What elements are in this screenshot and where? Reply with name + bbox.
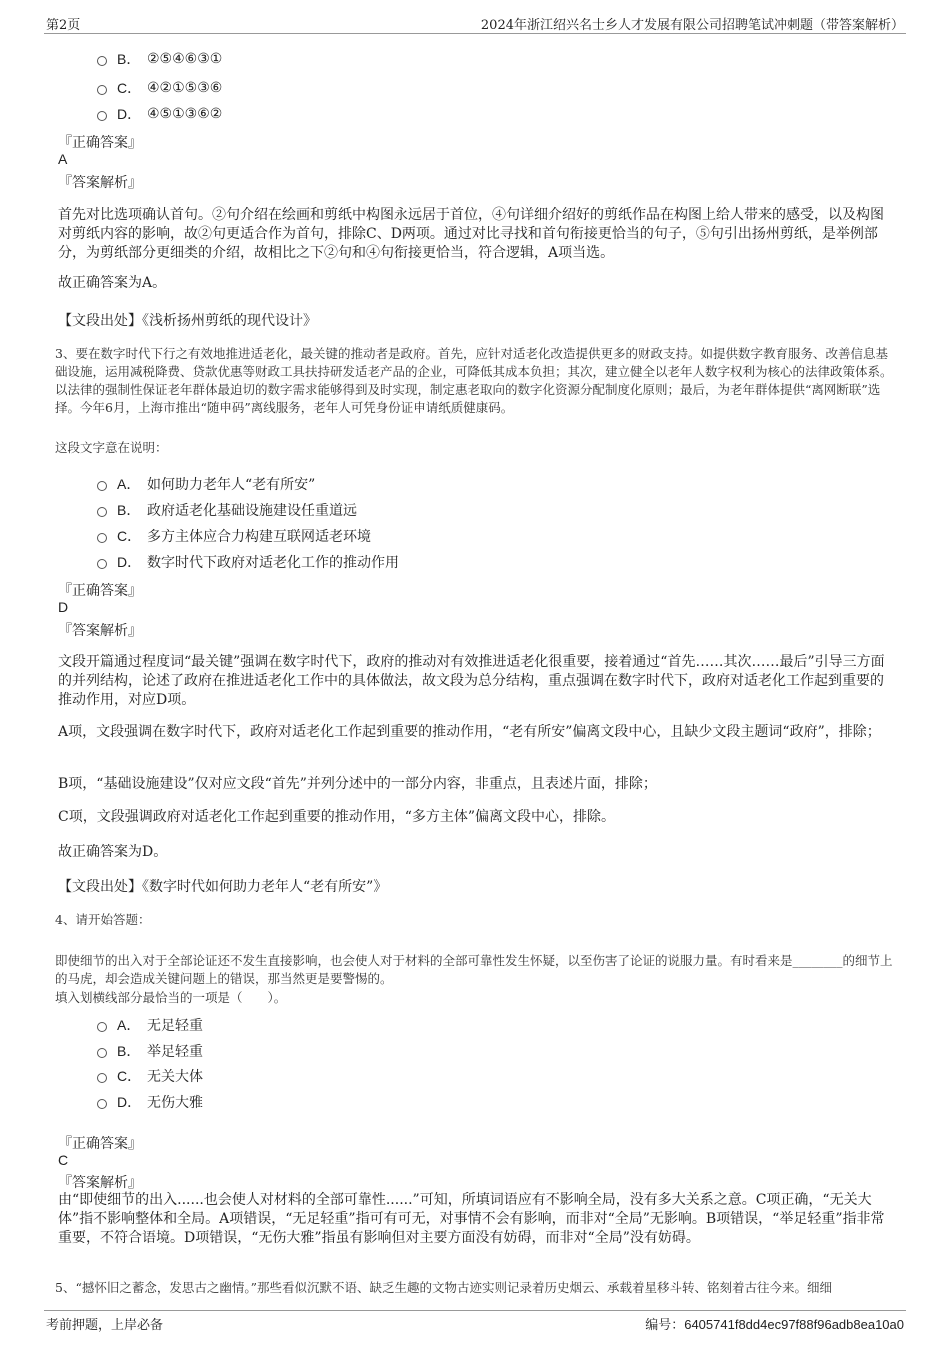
- q3-option-a[interactable]: [97, 474, 315, 494]
- radio-icon[interactable]: [97, 111, 107, 121]
- option-letter: C．: [117, 528, 142, 544]
- q3-answer-label: 『正确答案』: [58, 583, 142, 599]
- option-text: ④②①⑤③⑥: [147, 80, 223, 96]
- q3-option-b[interactable]: [97, 500, 357, 520]
- q3-analysis-para: 文段开篇通过程度词“最关键”强调在数字时代下，政府的推动对有效推进适老化很重要，接着通过“首先……其次……最后”引导三方面的并列结构，论述了政府在推进适老化工作中的具体做法，故文段为总分结构，重点强调在数字时代下，政府对适老化工作起到重要的推动作用，对应D项。: [58, 654, 885, 708]
- radio-icon[interactable]: [97, 1073, 107, 1083]
- radio-icon[interactable]: [97, 533, 107, 543]
- option-text: 无关大体: [147, 1069, 203, 1085]
- footer-code-label: 编号：: [645, 1318, 685, 1333]
- q4-answer: C: [58, 1152, 69, 1168]
- q4-answer-label: 『正确答案』: [58, 1136, 142, 1152]
- option-letter: B．: [117, 502, 141, 518]
- q3-answer: D: [58, 599, 69, 615]
- radio-icon[interactable]: [97, 1099, 107, 1109]
- q2-option-c[interactable]: [97, 78, 222, 98]
- q4-analysis: 由“即使细节的出入......也会使人对材料的全部可靠性......”可知，所填词语应有不影响全局，没有多大关系之意。C项正确，“无关大体”指不影响整体和全局。A项错误，“无足轻重”指可有可无，对事情不会有影响，而非对“全局”无影响。B项错误，“举足轻重”指非常重要，不符合语境。D项错误，“无伤大雅”指虽有影响但对主要方面没有妨碍，而非对“全局”没有妨碍。: [58, 1192, 885, 1246]
- q2-conclusion: 故正确答案为A。: [58, 275, 167, 291]
- q3-option-c[interactable]: [97, 526, 371, 546]
- q3-analysis-para: A项，文段强调在数字时代下，政府对适老化工作起到重要的推动作用，“老有所安”偏离文段中心，且缺少文段主题词“政府”，排除；: [58, 724, 881, 740]
- option-text: ②⑤④⑥③①: [147, 51, 223, 67]
- q2-analysis: 首先对比选项确认首句。②句介绍在绘画和剪纸中构图永远居于首位，④句详细介绍好的剪纸作品在构图上给人带来的感受，以及构图对剪纸内容的影响，故②句更适合作为首句，排除C、D两项。通过对比寻找和首句衔接更恰当的句子，⑤句引出扬州剪纸，是举例部分，为剪纸部分更细类的介绍，故相比之下②句和④句衔接更恰当，符合逻辑，A项当选。: [58, 207, 884, 261]
- document-title: 2024年浙江绍兴名士乡人才发展有限公司招聘笔试冲刺题（带答案解析）: [480, 18, 904, 33]
- radio-icon[interactable]: [97, 507, 107, 517]
- option-letter: C．: [117, 80, 142, 96]
- radio-icon[interactable]: [97, 559, 107, 569]
- option-text: 如何助力老年人“老有所安”: [147, 477, 316, 493]
- q3-analysis-para: C项，文段强调政府对适老化工作起到重要的推动作用，“多方主体”偏离文段中心，排除。: [58, 809, 616, 825]
- footer-divider: [44, 1310, 906, 1311]
- option-letter: A．: [117, 476, 141, 492]
- q3-analysis-label: 『答案解析』: [58, 623, 142, 639]
- q4-question: 填入划横线部分最恰当的一项是（ ）。: [55, 990, 287, 1005]
- footer-code: [645, 1314, 904, 1333]
- option-letter: B．: [117, 51, 141, 67]
- option-letter: A．: [117, 1017, 141, 1033]
- q4-option-d[interactable]: [97, 1092, 203, 1112]
- option-letter: D．: [117, 106, 142, 122]
- option-letter: C．: [117, 1068, 142, 1084]
- option-text: 多方主体应合力构建互联网适老环境: [147, 529, 371, 545]
- q2-answer: A: [58, 151, 68, 167]
- q4-intro: 4、请开始答题：: [55, 912, 151, 927]
- q2-answer-label: 『正确答案』: [58, 135, 142, 151]
- q4-option-b[interactable]: [97, 1041, 203, 1061]
- radio-icon[interactable]: [97, 56, 107, 66]
- option-letter: B．: [117, 1043, 141, 1059]
- q4-option-c[interactable]: [97, 1066, 203, 1086]
- option-text: 无伤大雅: [147, 1095, 203, 1111]
- radio-icon[interactable]: [97, 1022, 107, 1032]
- option-text: 数字时代下政府对适老化工作的推动作用: [147, 555, 399, 571]
- radio-icon[interactable]: [97, 1048, 107, 1058]
- q2-source: 【文段出处】《浅析扬州剪纸的现代设计》: [58, 313, 317, 329]
- option-text: 政府适老化基础设施建设任重道远: [147, 503, 357, 519]
- q3-option-d[interactable]: [97, 552, 399, 572]
- q3-conclusion: 故正确答案为D。: [58, 844, 168, 860]
- footer-slogan: 考前押题，上岸必备: [46, 1318, 164, 1333]
- option-letter: D．: [117, 1094, 142, 1110]
- q3-question: 这段文字意在说明：: [55, 440, 168, 455]
- option-text: ④⑤①③⑥②: [147, 106, 223, 122]
- option-text: 举足轻重: [147, 1044, 203, 1060]
- q3-source: 【文段出处】《数字时代如何助力老年人“老有所安”》: [58, 879, 388, 895]
- footer-code-value: 6405741f8dd4ec97f88f96adb8ea10a0: [684, 1317, 904, 1332]
- q2-option-d[interactable]: [97, 104, 222, 124]
- q4-option-a[interactable]: [97, 1015, 203, 1035]
- option-letter: D．: [117, 554, 142, 570]
- page-number: 第2页: [46, 18, 81, 33]
- option-text: 无足轻重: [147, 1018, 203, 1034]
- q5-stem: 5、“撼怀旧之蓄念，发思古之幽情。”那些看似沉默不语、缺乏生趣的文物古迹实则记录着历史烟云、承载着星移斗转、铭刻着古往今来。细细: [55, 1280, 832, 1295]
- q4-analysis-label: 『答案解析』: [58, 1175, 142, 1191]
- radio-icon[interactable]: [97, 85, 107, 95]
- q2-option-b[interactable]: [97, 49, 222, 69]
- q3-stem: 3、要在数字时代下行之有效地推进适老化，最关键的推动者是政府。首先，应针对适老化改造提供更多的财政支持。如提供数字教育服务、改善信息基础设施，运用减税降费、贷款优惠等财政工具扶持研发适老产品的企业，可降低其成本负担；其次，建立健全以老年人数字权利为核心的法律政策体系。以法律的强制性保证老年群体最迫切的数字需求能够得到及时实现，制定惠老取向的数字化资源分配制度化原则；最后，为老年群体提供“离网断联”选择。今年6月，上海市推出“随申码”离线服务，老年人可凭身份证申请纸质健康码。: [55, 346, 893, 415]
- q4-stem: 即使细节的出入对于全部论证还不发生直接影响，也会使人对于材料的全部可靠性发生怀疑，以至伤害了论证的说服力量。有时看来是________的细节上的马虎，却会造成关键问题上的错误，那当然更是要警惕的。: [55, 953, 893, 986]
- q3-analysis-para: B项，“基础设施建设”仅对应文段“首先”并列分述中的一部分内容，非重点，且表述片面，排除；: [58, 776, 657, 792]
- q2-analysis-label: 『答案解析』: [58, 175, 142, 191]
- radio-icon[interactable]: [97, 481, 107, 491]
- header-divider: [44, 33, 906, 34]
